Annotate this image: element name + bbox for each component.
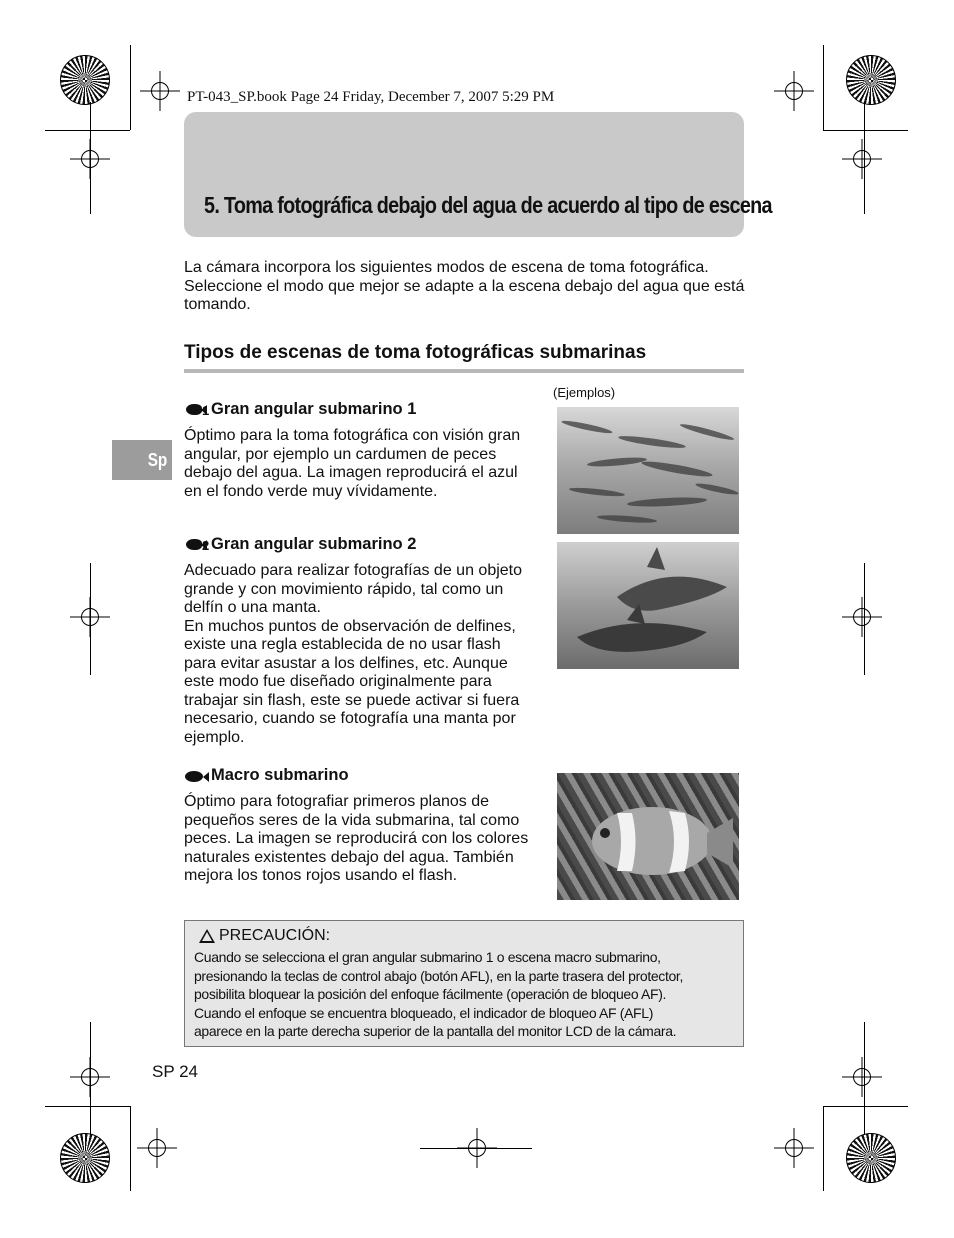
section-title: Tipos de escenas de toma fotográficas submarinas [184, 342, 647, 363]
registration-cross-icon [148, 1139, 166, 1157]
mode-description: Óptimo para fotografiar primeros planos de pequeños seres de la vida submarina, tal como peces. La imagen se reproducirá con los colores naturales existentes debajo del agua. También mejora los tonos rojos usando el flash. [184, 793, 529, 884]
mode-name: Gran angular submarino 2 [211, 535, 417, 553]
chapter-title-box [184, 112, 772, 237]
registration-cross-icon [785, 1139, 803, 1157]
mode-name: Gran angular submarino 1 [211, 400, 417, 418]
examples-label: (Ejemplos) [553, 385, 616, 400]
dolphins-photo [557, 542, 739, 669]
caution-text: Cuando se selecciona el gran angular submarino 1 o escena macro submarino, presionando la teclas de control abajo (botón AFL), en la parte trasera del protector, posibilita bloquear la posición del enfoque fácilmente (operación de bloqueo AF). Cuando el enfoque se encuentra bloqueado, el indicador de bloqueo AF (AFL) aparece en la parte derecha superior de la pantalla del monitor LCD de la cámara. [194, 949, 683, 1039]
registration-cross-icon [151, 82, 169, 100]
registration-cross-icon [853, 150, 871, 168]
mode-heading [184, 766, 349, 785]
mode-description: Adecuado para realizar fotografías de un objeto grande y con movimiento rápido, tal como un delfín o una manta. En muchos puntos de observación de delfines, existe una regla establecida de no usar flash para evitar asustar a los delfines, etc. Aunque este modo fue diseñado originalmente para trabajar sin flash, este se puede activar si fuera necesario, cuando se fotografía una manta por ejemplo. [184, 562, 523, 746]
language-tab-label: Sp [147, 450, 168, 470]
warning-triangle-icon [199, 929, 215, 943]
caution-box [184, 920, 744, 1047]
section-divider [184, 369, 744, 373]
chapter-title: 5. Toma fotográfica debajo del agua de acuerdo al tipo de escena [204, 192, 772, 218]
underwater-macro-icon [184, 767, 210, 785]
underwater-wide-icon: 1 [184, 401, 210, 419]
registration-star-icon [60, 1133, 110, 1183]
mode-description: Óptimo para la toma fotográfica con visión gran angular, por ejemplo un cardumen de peces debajo del agua. La imagen reproducirá el azul en el fondo verde muy vívidamente. [184, 427, 521, 500]
registration-star-icon [846, 1133, 896, 1183]
school-of-barracuda-photo [557, 407, 739, 534]
registration-star-icon [60, 55, 110, 105]
page-number: SP 24 [152, 1062, 199, 1081]
mode-name: Macro submarino [211, 766, 349, 784]
underwater-wide-icon: 2 [184, 536, 210, 554]
registration-star-icon [846, 55, 896, 105]
registration-cross-icon [853, 608, 871, 626]
caution-heading: PRECAUCIÓN: [199, 927, 330, 945]
intro-paragraph: La cámara incorpora los siguientes modos de escena de toma fotográfica. Seleccione el modo que mejor se adapte a la escena debajo del agua que está tomando. [184, 259, 745, 313]
mode-heading [184, 400, 416, 419]
registration-cross-icon [853, 1068, 871, 1086]
mode-heading [184, 535, 416, 554]
clownfish-photo [557, 773, 739, 900]
print-header: PT-043_SP.book Page 24 Friday, December 7, 2007 5:29 PM [187, 89, 555, 105]
language-tab [112, 440, 172, 480]
registration-cross-icon [785, 82, 803, 100]
